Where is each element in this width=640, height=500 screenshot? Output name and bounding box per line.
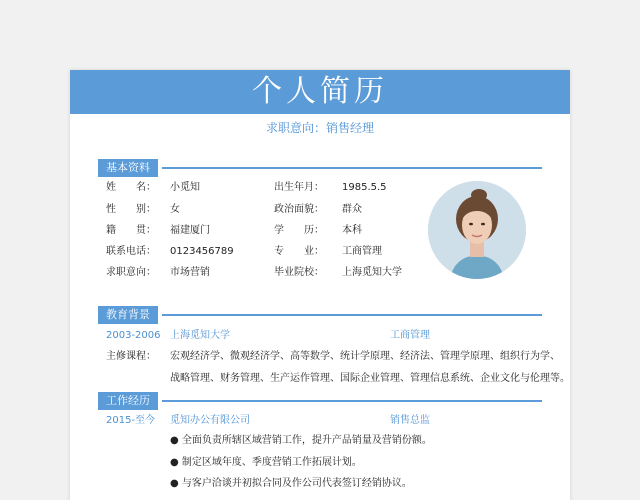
portrait-image [428,181,526,279]
info-key: 出生年月： [274,182,324,193]
work-period: 2015-至今 [106,415,156,426]
education-period: 2003-2006 [106,330,161,341]
courses-line: 宏观经济学、微观经济学、高等数学、统计学原理、经济法、管理学原理、组织行为学、 [170,351,560,362]
info-value: 0123456789 [170,246,234,257]
section-divider-education [162,314,542,316]
info-key: 求职意向： [106,267,156,278]
info-key: 性 别： [106,204,156,215]
info-key: 专 业： [274,246,324,257]
courses-line: 战略管理、财务管理、生产运作管理、国际企业管理、管理信息系统、企业文化与伦理等。 [170,373,570,384]
info-value: 小觅知 [170,182,200,193]
job-objective: 求职意向：销售经理 [265,121,374,135]
info-value: 女 [170,204,180,215]
work-duty-item: ● 与客户洽谈并初拟合同及作公司代表签订经销协议。 [170,478,412,489]
section-label-basic: 基本资料 [98,159,158,177]
info-key: 政治面貌： [274,204,324,215]
section-divider-work [162,400,542,402]
info-value: 市场营销 [170,267,210,278]
info-row-3 [106,223,426,239]
resume-title: 个人简历 [70,70,570,114]
info-value: 本科 [342,225,362,236]
work-duty-item: ● 全面负责所辖区域营销工作，提升产品销量及营销份额。 [170,435,432,446]
info-key: 联系电话： [106,246,156,257]
info-row-2 [106,202,426,218]
info-row-5 [106,265,426,281]
work-duty-item: ● 制定区域年度、季度营销工作拓展计划。 [170,457,362,468]
courses-label: 主修课程： [106,351,156,362]
info-value: 群众 [342,204,362,215]
info-row-4 [106,244,426,260]
info-key: 学 历： [274,225,324,236]
education-major: 工商管理 [390,330,430,341]
section-label-education: 教育背景 [98,306,158,324]
education-school: 上海觅知大学 [170,330,230,341]
info-key: 姓 名： [106,182,156,193]
info-value: 1985.5.5 [342,182,387,193]
info-key: 籍 贯： [106,225,156,236]
info-value: 福建厦门 [170,225,210,236]
work-position: 销售总监 [390,415,430,426]
section-divider-basic [162,167,542,169]
info-value: 上海觅知大学 [342,267,402,278]
resume-paper [70,70,570,500]
work-company: 觅知办公有限公司 [170,415,250,426]
profile-photo [428,181,526,279]
info-key: 毕业院校： [274,267,324,278]
section-label-work: 工作经历 [98,392,158,410]
info-row-1 [106,180,426,196]
info-value: 工商管理 [342,246,382,257]
